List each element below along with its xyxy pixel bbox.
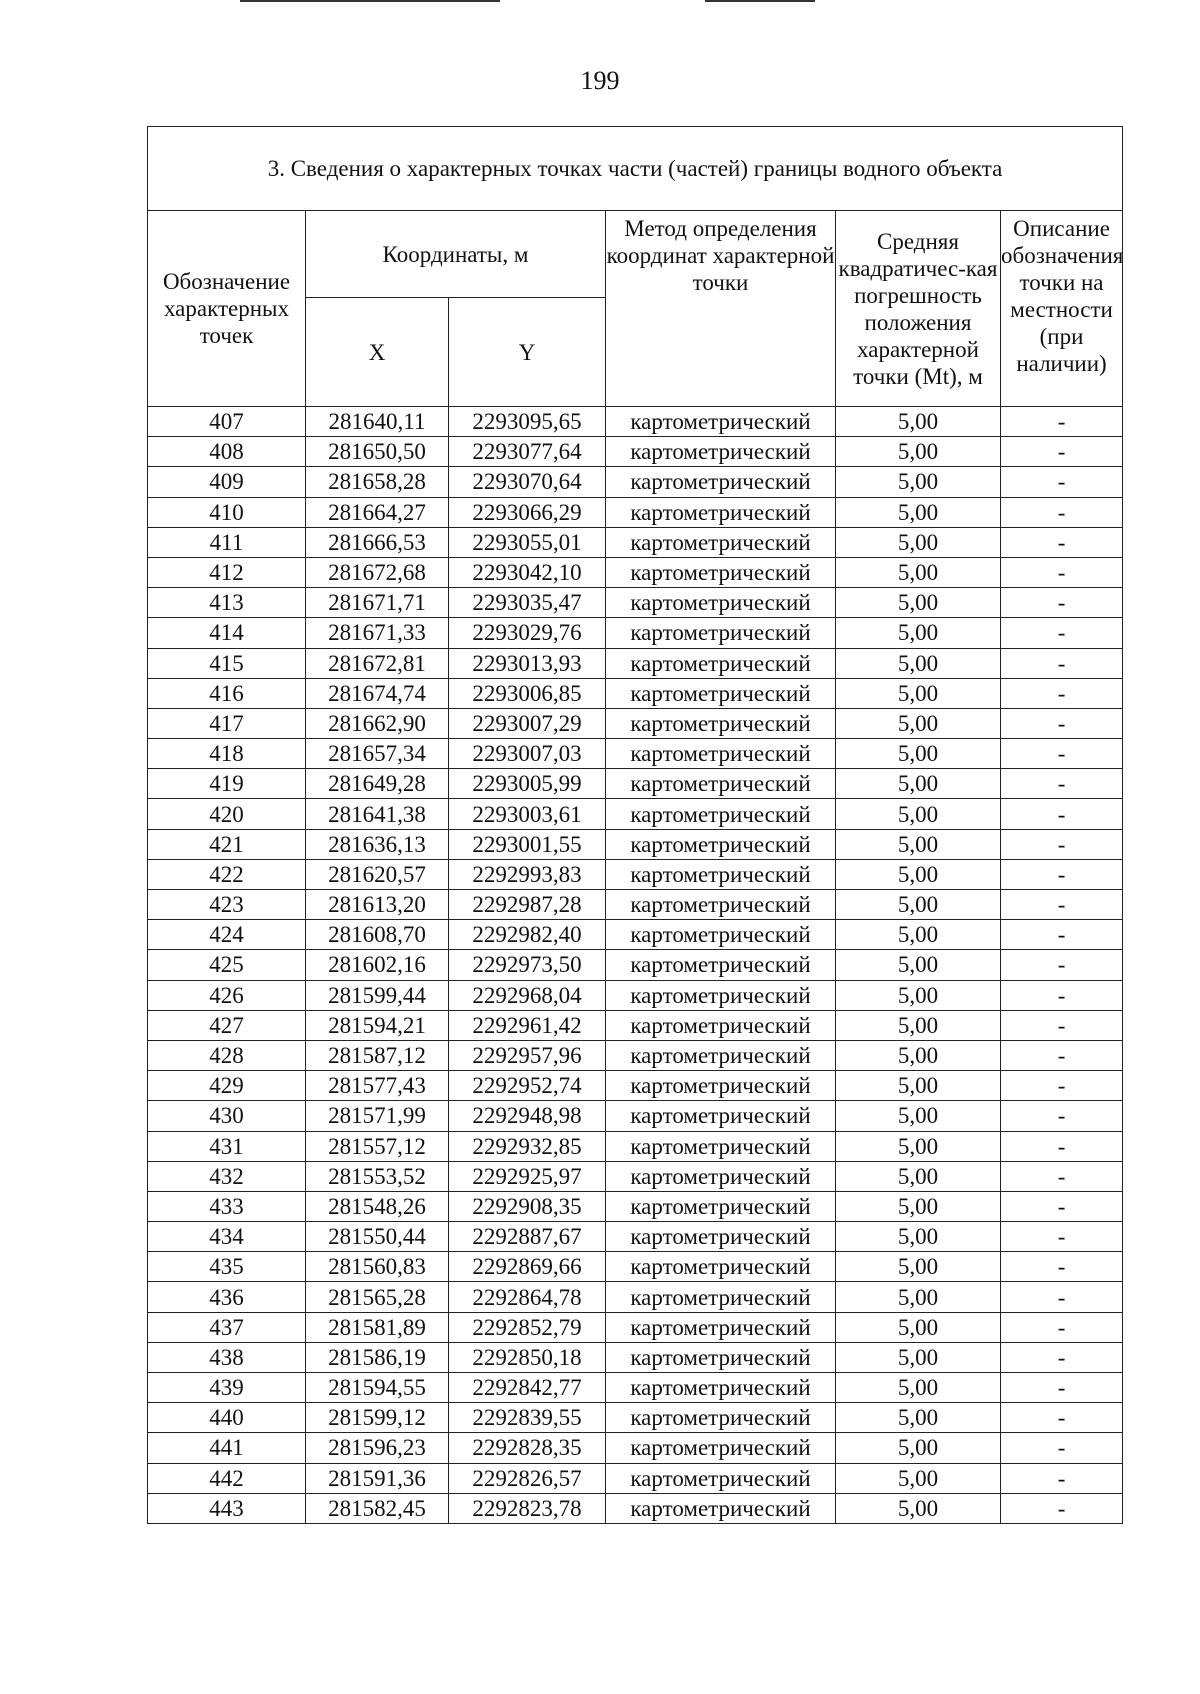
cell-point-id: 408	[148, 437, 306, 467]
cell-point-id: 407	[148, 407, 306, 437]
cell-y: 2292952,74	[449, 1071, 606, 1101]
cell-y: 2293007,29	[449, 708, 606, 738]
cell-method: картометрический	[606, 1252, 836, 1282]
cell-x: 281591,36	[306, 1463, 449, 1493]
cell-x: 281641,38	[306, 799, 449, 829]
cell-y: 2292826,57	[449, 1463, 606, 1493]
page-number: 199	[580, 66, 620, 95]
cell-method: картометрический	[606, 1403, 836, 1433]
table-row	[148, 769, 1123, 799]
cell-method: картометрический	[606, 1373, 836, 1403]
cell-description: -	[1001, 588, 1123, 618]
cell-y: 2293077,64	[449, 437, 606, 467]
cell-point-id: 436	[148, 1282, 306, 1312]
cell-point-id: 422	[148, 859, 306, 889]
cell-y: 2292993,83	[449, 859, 606, 889]
cell-error: 5,00	[836, 1493, 1001, 1523]
table-row	[148, 1040, 1123, 1070]
cell-x: 281602,16	[306, 950, 449, 980]
cell-error: 5,00	[836, 708, 1001, 738]
cell-error: 5,00	[836, 407, 1001, 437]
cell-y: 2293042,10	[449, 557, 606, 587]
cell-point-id: 440	[148, 1403, 306, 1433]
cell-description: -	[1001, 1040, 1123, 1070]
cell-x: 281571,99	[306, 1101, 449, 1131]
cell-point-id: 425	[148, 950, 306, 980]
cell-error: 5,00	[836, 1222, 1001, 1252]
cell-error: 5,00	[836, 1252, 1001, 1282]
cell-y: 2292839,55	[449, 1403, 606, 1433]
cell-error: 5,00	[836, 497, 1001, 527]
cell-point-id: 412	[148, 557, 306, 587]
cell-description: -	[1001, 618, 1123, 648]
cell-description: -	[1001, 708, 1123, 738]
cell-description: -	[1001, 1161, 1123, 1191]
cell-method: картометрический	[606, 1312, 836, 1342]
cell-description: -	[1001, 1191, 1123, 1221]
cell-x: 281577,43	[306, 1071, 449, 1101]
cell-point-id: 435	[148, 1252, 306, 1282]
cell-point-id: 411	[148, 527, 306, 557]
cell-x: 281664,27	[306, 497, 449, 527]
cell-x: 281582,45	[306, 1493, 449, 1523]
cell-y: 2293001,55	[449, 829, 606, 859]
cell-error: 5,00	[836, 1463, 1001, 1493]
cell-point-id: 429	[148, 1071, 306, 1101]
cell-x: 281599,44	[306, 980, 449, 1010]
cell-description: -	[1001, 1101, 1123, 1131]
cell-x: 281650,50	[306, 437, 449, 467]
scan-top-line	[240, 0, 500, 2]
cell-y: 2293029,76	[449, 618, 606, 648]
table-row	[148, 1252, 1123, 1282]
cell-description: -	[1001, 1222, 1123, 1252]
table-title: 3. Сведения о характерных точках части (частей) границы водного объекта	[148, 127, 1123, 211]
cell-description: -	[1001, 437, 1123, 467]
cell-method: картометрический	[606, 920, 836, 950]
cell-y: 2292887,67	[449, 1222, 606, 1252]
table-row	[148, 1463, 1123, 1493]
header-coordinates: Координаты, м	[306, 211, 606, 298]
cell-error: 5,00	[836, 890, 1001, 920]
cell-error: 5,00	[836, 950, 1001, 980]
cell-error: 5,00	[836, 799, 1001, 829]
header-x: X	[306, 298, 449, 407]
header-description: Описание обозначения точки на местности (при наличии)	[1001, 211, 1123, 407]
cell-method: картометрический	[606, 1282, 836, 1312]
cell-point-id: 415	[148, 648, 306, 678]
cell-y: 2292828,35	[449, 1433, 606, 1463]
cell-method: картометрический	[606, 739, 836, 769]
cell-x: 281608,70	[306, 920, 449, 950]
cell-error: 5,00	[836, 1433, 1001, 1463]
cell-description: -	[1001, 1493, 1123, 1523]
table-row	[148, 618, 1123, 648]
cell-x: 281672,81	[306, 648, 449, 678]
cell-description: -	[1001, 1071, 1123, 1101]
cell-x: 281550,44	[306, 1222, 449, 1252]
table-row	[148, 527, 1123, 557]
cell-method: картометрический	[606, 950, 836, 980]
cell-point-id: 438	[148, 1342, 306, 1372]
cell-y: 2292982,40	[449, 920, 606, 950]
cell-method: картометрический	[606, 1463, 836, 1493]
table-row	[148, 557, 1123, 587]
cell-method: картометрический	[606, 1433, 836, 1463]
cell-description: -	[1001, 1252, 1123, 1282]
cell-x: 281599,12	[306, 1403, 449, 1433]
cell-point-id: 421	[148, 829, 306, 859]
table-row	[148, 648, 1123, 678]
cell-y: 2293005,99	[449, 769, 606, 799]
cell-x: 281657,34	[306, 739, 449, 769]
table-row	[148, 437, 1123, 467]
cell-error: 5,00	[836, 769, 1001, 799]
cell-description: -	[1001, 1131, 1123, 1161]
table-row	[148, 739, 1123, 769]
cell-point-id: 426	[148, 980, 306, 1010]
cell-error: 5,00	[836, 588, 1001, 618]
cell-method: картометрический	[606, 1191, 836, 1221]
cell-point-id: 413	[148, 588, 306, 618]
cell-error: 5,00	[836, 1071, 1001, 1101]
cell-error: 5,00	[836, 1373, 1001, 1403]
cell-point-id: 443	[148, 1493, 306, 1523]
cell-description: -	[1001, 950, 1123, 980]
cell-description: -	[1001, 799, 1123, 829]
table-row	[148, 1191, 1123, 1221]
cell-point-id: 410	[148, 497, 306, 527]
cell-description: -	[1001, 1312, 1123, 1342]
cell-method: картометрический	[606, 859, 836, 889]
cell-x: 281553,52	[306, 1161, 449, 1191]
cell-method: картометрический	[606, 829, 836, 859]
cell-y: 2292973,50	[449, 950, 606, 980]
cell-method: картометрический	[606, 708, 836, 738]
cell-method: картометрический	[606, 1493, 836, 1523]
table-row	[148, 1493, 1123, 1523]
cell-description: -	[1001, 1403, 1123, 1433]
cell-point-id: 417	[148, 708, 306, 738]
cell-point-id: 430	[148, 1101, 306, 1131]
cell-x: 281620,57	[306, 859, 449, 889]
cell-method: картометрический	[606, 1010, 836, 1040]
cell-method: картометрический	[606, 980, 836, 1010]
cell-method: картометрический	[606, 497, 836, 527]
table-row	[148, 859, 1123, 889]
cell-description: -	[1001, 1342, 1123, 1372]
cell-y: 2293003,61	[449, 799, 606, 829]
table-row	[148, 1342, 1123, 1372]
cell-y: 2292850,18	[449, 1342, 606, 1372]
cell-error: 5,00	[836, 1191, 1001, 1221]
cell-error: 5,00	[836, 1403, 1001, 1433]
header-error: Средняя квадратичес-кая погрешность положения характерной точки (Mt), м	[836, 211, 1001, 407]
header-y: Y	[449, 298, 606, 407]
cell-x: 281649,28	[306, 769, 449, 799]
table-row	[148, 890, 1123, 920]
cell-x: 281640,11	[306, 407, 449, 437]
table-row	[148, 407, 1123, 437]
table-row	[148, 1131, 1123, 1161]
cell-error: 5,00	[836, 1040, 1001, 1070]
cell-y: 2292948,98	[449, 1101, 606, 1131]
cell-description: -	[1001, 859, 1123, 889]
cell-method: картометрический	[606, 769, 836, 799]
cell-error: 5,00	[836, 1161, 1001, 1191]
cell-x: 281565,28	[306, 1282, 449, 1312]
cell-method: картометрический	[606, 407, 836, 437]
cell-x: 281596,23	[306, 1433, 449, 1463]
cell-method: картометрический	[606, 648, 836, 678]
cell-description: -	[1001, 1282, 1123, 1312]
cell-error: 5,00	[836, 1282, 1001, 1312]
cell-error: 5,00	[836, 618, 1001, 648]
header-method: Метод определения координат характерной точки	[606, 211, 836, 407]
cell-y: 2292823,78	[449, 1493, 606, 1523]
table-row	[148, 588, 1123, 618]
cell-error: 5,00	[836, 678, 1001, 708]
cell-x: 281672,68	[306, 557, 449, 587]
cell-y: 2293095,65	[449, 407, 606, 437]
table-row	[148, 920, 1123, 950]
cell-y: 2293055,01	[449, 527, 606, 557]
cell-method: картометрический	[606, 557, 836, 587]
cell-error: 5,00	[836, 648, 1001, 678]
cell-error: 5,00	[836, 920, 1001, 950]
cell-x: 281671,33	[306, 618, 449, 648]
cell-point-id: 439	[148, 1373, 306, 1403]
cell-point-id: 416	[148, 678, 306, 708]
cell-method: картометрический	[606, 437, 836, 467]
cell-method: картометрический	[606, 1222, 836, 1252]
cell-x: 281613,20	[306, 890, 449, 920]
cell-method: картометрический	[606, 799, 836, 829]
cell-description: -	[1001, 407, 1123, 437]
table-row	[148, 950, 1123, 980]
table-row	[148, 1373, 1123, 1403]
cell-x: 281594,55	[306, 1373, 449, 1403]
cell-error: 5,00	[836, 829, 1001, 859]
scan-top-line	[705, 0, 815, 2]
cell-y: 2292925,97	[449, 1161, 606, 1191]
cell-x: 281671,71	[306, 588, 449, 618]
cell-y: 2293035,47	[449, 588, 606, 618]
cell-y: 2292961,42	[449, 1010, 606, 1040]
cell-method: картометрический	[606, 618, 836, 648]
cell-description: -	[1001, 769, 1123, 799]
cell-method: картометрический	[606, 1342, 836, 1372]
cell-description: -	[1001, 1373, 1123, 1403]
cell-error: 5,00	[836, 1342, 1001, 1372]
cell-method: картометрический	[606, 1040, 836, 1070]
table-row	[148, 1101, 1123, 1131]
cell-error: 5,00	[836, 557, 1001, 587]
cell-x: 281587,12	[306, 1040, 449, 1070]
cell-x: 281581,89	[306, 1312, 449, 1342]
table-row	[148, 799, 1123, 829]
cell-y: 2293070,64	[449, 467, 606, 497]
cell-point-id: 442	[148, 1463, 306, 1493]
cell-error: 5,00	[836, 1312, 1001, 1342]
cell-method: картометрический	[606, 1161, 836, 1191]
cell-y: 2292932,85	[449, 1131, 606, 1161]
cell-description: -	[1001, 678, 1123, 708]
table-row	[148, 1433, 1123, 1463]
cell-point-id: 423	[148, 890, 306, 920]
cell-y: 2292908,35	[449, 1191, 606, 1221]
cell-y: 2292869,66	[449, 1252, 606, 1282]
cell-point-id: 433	[148, 1191, 306, 1221]
table-row	[148, 1282, 1123, 1312]
table-row	[148, 708, 1123, 738]
cell-error: 5,00	[836, 467, 1001, 497]
cell-x: 281658,28	[306, 467, 449, 497]
table-row	[148, 1161, 1123, 1191]
cell-method: картометрический	[606, 467, 836, 497]
cell-point-id: 424	[148, 920, 306, 950]
cell-description: -	[1001, 890, 1123, 920]
cell-y: 2292842,77	[449, 1373, 606, 1403]
cell-point-id: 431	[148, 1131, 306, 1161]
cell-method: картометрический	[606, 527, 836, 557]
cell-error: 5,00	[836, 980, 1001, 1010]
cell-x: 281674,74	[306, 678, 449, 708]
cell-y: 2293013,93	[449, 648, 606, 678]
cell-point-id: 434	[148, 1222, 306, 1252]
cell-description: -	[1001, 1463, 1123, 1493]
cell-x: 281560,83	[306, 1252, 449, 1282]
cell-x: 281548,26	[306, 1191, 449, 1221]
cell-y: 2293066,29	[449, 497, 606, 527]
cell-method: картометрический	[606, 1131, 836, 1161]
cell-error: 5,00	[836, 1101, 1001, 1131]
table-row	[148, 1403, 1123, 1433]
table-row	[148, 1312, 1123, 1342]
cell-method: картометрический	[606, 890, 836, 920]
cell-point-id: 419	[148, 769, 306, 799]
cell-x: 281586,19	[306, 1342, 449, 1372]
cell-point-id: 432	[148, 1161, 306, 1191]
cell-point-id: 418	[148, 739, 306, 769]
cell-y: 2292864,78	[449, 1282, 606, 1312]
cell-description: -	[1001, 739, 1123, 769]
cell-description: -	[1001, 648, 1123, 678]
cell-error: 5,00	[836, 527, 1001, 557]
cell-point-id: 409	[148, 467, 306, 497]
cell-point-id: 414	[148, 618, 306, 648]
cell-x: 281636,13	[306, 829, 449, 859]
cell-method: картометрический	[606, 1071, 836, 1101]
cell-description: -	[1001, 1010, 1123, 1040]
table-row	[148, 467, 1123, 497]
cell-description: -	[1001, 829, 1123, 859]
cell-x: 281594,21	[306, 1010, 449, 1040]
cell-point-id: 420	[148, 799, 306, 829]
cell-x: 281557,12	[306, 1131, 449, 1161]
table-row	[148, 1010, 1123, 1040]
cell-y: 2292987,28	[449, 890, 606, 920]
table-row	[148, 1222, 1123, 1252]
cell-x: 281662,90	[306, 708, 449, 738]
cell-error: 5,00	[836, 1131, 1001, 1161]
header-point-id: Обозначение характерных точек	[148, 211, 306, 407]
table-row	[148, 497, 1123, 527]
cell-point-id: 428	[148, 1040, 306, 1070]
cell-description: -	[1001, 467, 1123, 497]
boundary-points-table	[147, 126, 1123, 1524]
table-row	[148, 678, 1123, 708]
table-row	[148, 980, 1123, 1010]
cell-description: -	[1001, 497, 1123, 527]
table-row	[148, 829, 1123, 859]
cell-point-id: 437	[148, 1312, 306, 1342]
cell-method: картометрический	[606, 588, 836, 618]
cell-y: 2293007,03	[449, 739, 606, 769]
cell-error: 5,00	[836, 1010, 1001, 1040]
cell-point-id: 441	[148, 1433, 306, 1463]
cell-error: 5,00	[836, 739, 1001, 769]
cell-error: 5,00	[836, 859, 1001, 889]
cell-point-id: 427	[148, 1010, 306, 1040]
cell-y: 2293006,85	[449, 678, 606, 708]
cell-description: -	[1001, 557, 1123, 587]
cell-y: 2292852,79	[449, 1312, 606, 1342]
cell-description: -	[1001, 1433, 1123, 1463]
cell-x: 281666,53	[306, 527, 449, 557]
cell-error: 5,00	[836, 437, 1001, 467]
table-body	[148, 407, 1123, 1524]
cell-method: картометрический	[606, 1101, 836, 1131]
cell-description: -	[1001, 980, 1123, 1010]
cell-method: картометрический	[606, 678, 836, 708]
cell-description: -	[1001, 920, 1123, 950]
table-row	[148, 1071, 1123, 1101]
cell-y: 2292957,96	[449, 1040, 606, 1070]
cell-description: -	[1001, 527, 1123, 557]
cell-y: 2292968,04	[449, 980, 606, 1010]
